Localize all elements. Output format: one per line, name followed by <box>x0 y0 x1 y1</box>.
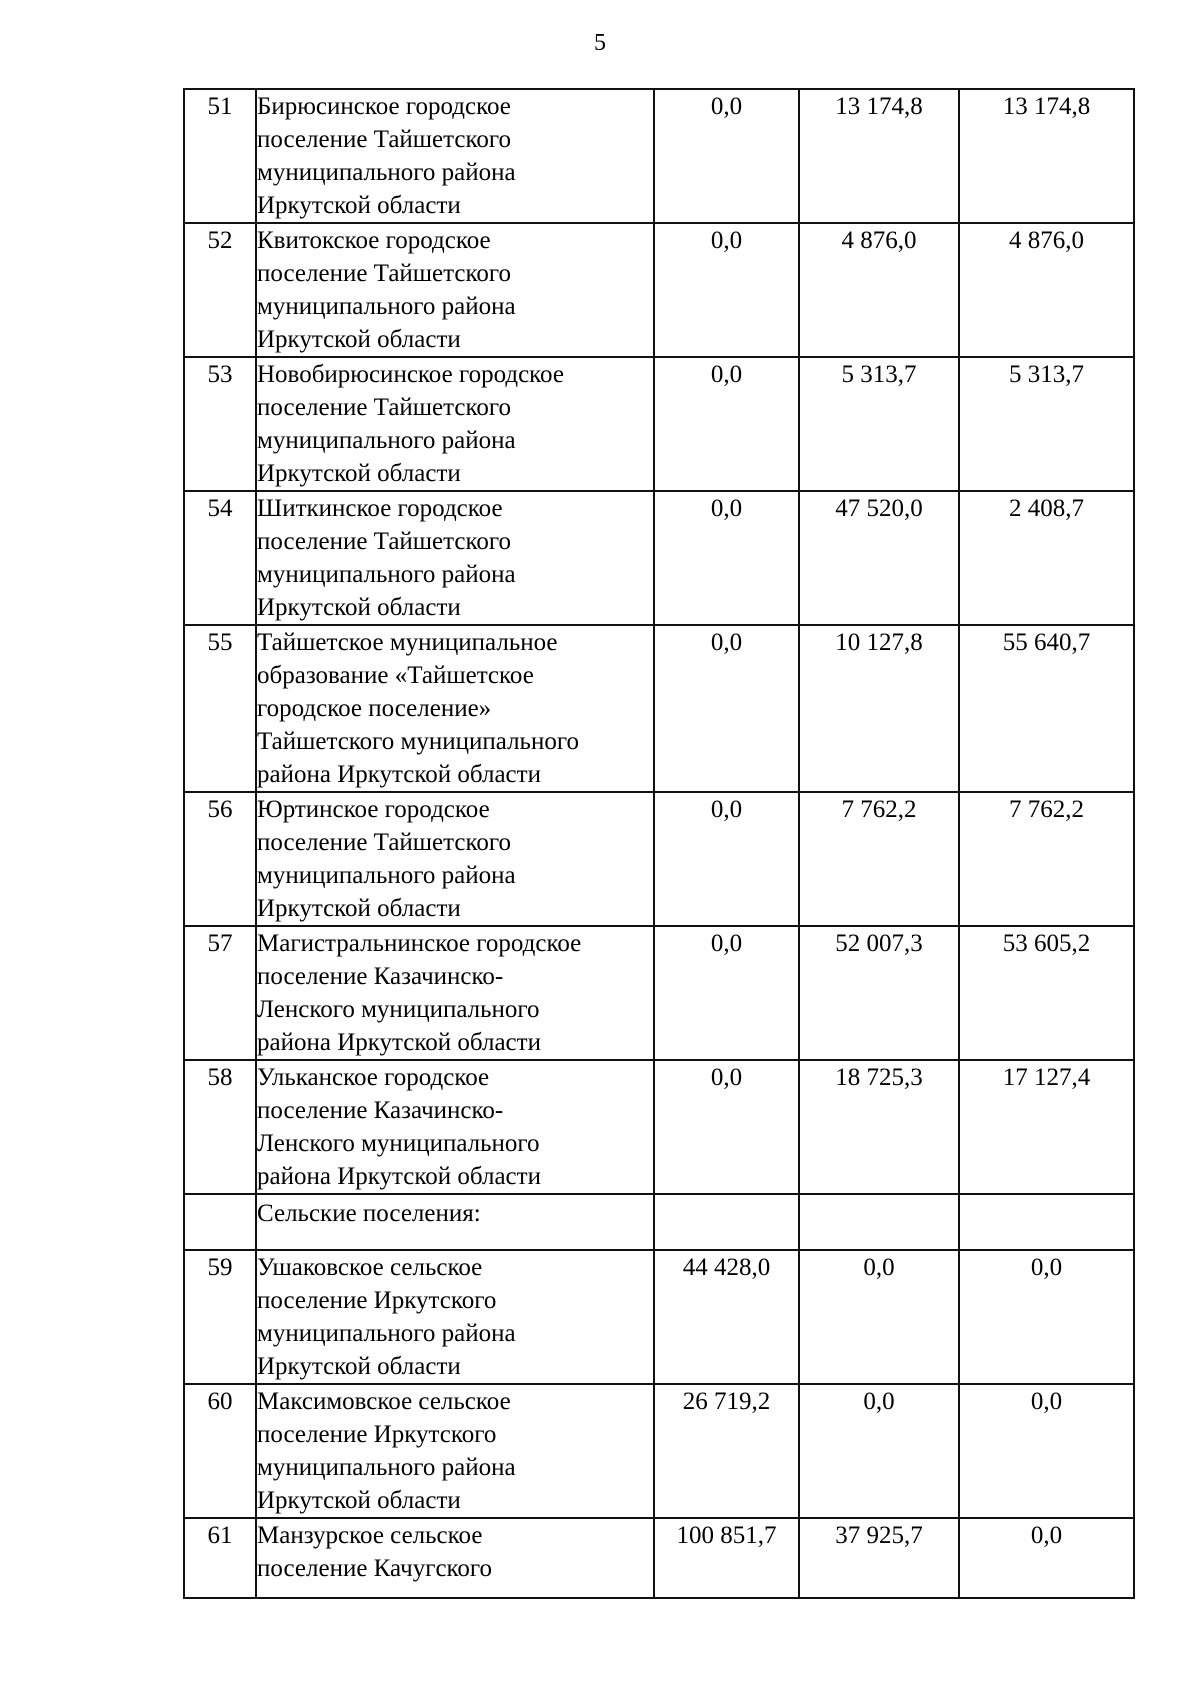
row-number-cell <box>184 1194 256 1250</box>
value-v1: 0,0 <box>654 223 799 357</box>
settlement-name-line: Ульканское городское <box>257 1064 490 1091</box>
settlement-name-line: муниципального района <box>257 1320 516 1347</box>
value-v1: 44 428,0 <box>654 1250 799 1384</box>
value-v3: 2 408,7 <box>959 491 1134 625</box>
settlement-name-line: муниципального района <box>257 1454 516 1481</box>
urban-rows <box>184 89 1134 1194</box>
settlement-name <box>256 491 654 625</box>
settlement-name-line: поселение Иркутского <box>257 1287 497 1314</box>
row-number: 54 <box>184 491 256 625</box>
value-v2: 7 762,2 <box>799 792 959 926</box>
settlement-name-line: Квитокское городское <box>257 227 491 254</box>
settlement-name-line: поселение Тайшетского <box>257 829 511 856</box>
value-v3: 0,0 <box>959 1518 1134 1598</box>
row-number: 52 <box>184 223 256 357</box>
value-v1: 26 719,2 <box>654 1384 799 1518</box>
page-number: 5 <box>594 30 606 56</box>
value-v3: 55 640,7 <box>959 625 1134 792</box>
settlement-name-line: муниципального района <box>257 159 516 186</box>
value-v1: 0,0 <box>654 792 799 926</box>
value-v2: 47 520,0 <box>799 491 959 625</box>
value-v1: 0,0 <box>654 357 799 491</box>
settlement-name <box>256 1250 654 1384</box>
value-v1: 0,0 <box>654 625 799 792</box>
value-v3: 53 605,2 <box>959 926 1134 1060</box>
settlement-name-line: Ленского муниципального <box>257 996 540 1023</box>
row-number: 60 <box>184 1384 256 1518</box>
settlement-name-line: поселение Тайшетского <box>257 260 511 287</box>
settlement-name-line: Иркутской области <box>257 594 461 621</box>
settlement-name-line: муниципального района <box>257 427 516 454</box>
row-number: 58 <box>184 1060 256 1194</box>
value-v2: 13 174,8 <box>799 89 959 223</box>
table-row <box>184 357 1134 491</box>
settlement-name-line: Бирюсинское городское <box>257 93 511 120</box>
table-row <box>184 792 1134 926</box>
settlement-name-line: Иркутской области <box>257 1487 461 1514</box>
table-row <box>184 1250 1134 1384</box>
value-cell <box>654 1194 799 1250</box>
settlement-name <box>256 1384 654 1518</box>
settlement-name-line: муниципального района <box>257 862 516 889</box>
settlement-name-line: поселение Казачинско- <box>257 963 504 990</box>
table-row <box>184 1518 1134 1598</box>
settlement-name-line: поселение Казачинско- <box>257 1097 504 1124</box>
value-cell <box>959 1194 1134 1250</box>
value-v1: 0,0 <box>654 89 799 223</box>
settlement-name-line: района Иркутской области <box>257 1163 541 1190</box>
table-row <box>184 491 1134 625</box>
value-v1: 0,0 <box>654 1060 799 1194</box>
settlement-name-line: поселение Тайшетского <box>257 394 511 421</box>
section-label: Сельские поселения: <box>256 1194 654 1250</box>
settlement-name-line: поселение Тайшетского <box>257 528 511 555</box>
settlement-name <box>256 1060 654 1194</box>
value-v3: 13 174,8 <box>959 89 1134 223</box>
row-number: 53 <box>184 357 256 491</box>
settlement-name <box>256 1518 654 1598</box>
value-v3: 4 876,0 <box>959 223 1134 357</box>
settlement-name-line: Юртинское городское <box>257 796 490 823</box>
settlement-name-line: Манзурское сельское <box>257 1522 483 1549</box>
table-row <box>184 926 1134 1060</box>
value-v2: 0,0 <box>799 1384 959 1518</box>
settlement-name-line: Тайшетского муниципального <box>257 728 579 755</box>
settlement-name-line: Иркутской области <box>257 460 461 487</box>
value-v2: 37 925,7 <box>799 1518 959 1598</box>
settlement-name-line: Иркутской области <box>257 192 461 219</box>
value-v2: 0,0 <box>799 1250 959 1384</box>
row-number: 51 <box>184 89 256 223</box>
value-v2: 4 876,0 <box>799 223 959 357</box>
settlement-name-line: муниципального района <box>257 561 516 588</box>
settlement-name-line: поселение Тайшетского <box>257 126 511 153</box>
settlement-name-line: городское поселение» <box>257 695 492 722</box>
settlement-name-line: Иркутской области <box>257 326 461 353</box>
value-v1: 100 851,7 <box>654 1518 799 1598</box>
settlement-name-line: Шиткинское городское <box>257 495 503 522</box>
row-number: 55 <box>184 625 256 792</box>
value-v3: 0,0 <box>959 1250 1134 1384</box>
settlement-name <box>256 792 654 926</box>
row-number: 61 <box>184 1518 256 1598</box>
settlement-name-line: поселение Качугского <box>257 1555 493 1582</box>
row-number: 57 <box>184 926 256 1060</box>
settlement-name-line: образование «Тайшетское <box>257 662 534 689</box>
table-row <box>184 1384 1134 1518</box>
settlement-name-line: Ушаковское сельское <box>257 1254 483 1281</box>
settlement-name-line: Тайшетское муниципальное <box>257 629 558 656</box>
table-row <box>184 89 1134 223</box>
value-v3: 17 127,4 <box>959 1060 1134 1194</box>
rural-rows <box>184 1250 1134 1598</box>
settlement-name-line: Новобирюсинское городское <box>257 361 564 388</box>
value-v3: 7 762,2 <box>959 792 1134 926</box>
value-cell <box>799 1194 959 1250</box>
budget-table <box>183 88 1135 1599</box>
settlement-name <box>256 89 654 223</box>
value-v2: 52 007,3 <box>799 926 959 1060</box>
settlement-name-line: района Иркутской области <box>257 1029 541 1056</box>
settlement-name-line: муниципального района <box>257 293 516 320</box>
settlement-name-line: Максимовское сельское <box>257 1388 511 1415</box>
section-row <box>184 1194 1134 1250</box>
settlement-name <box>256 223 654 357</box>
section-rows <box>184 1194 1134 1250</box>
value-v2: 10 127,8 <box>799 625 959 792</box>
settlement-name-line: района Иркутской области <box>257 761 541 788</box>
settlement-name <box>256 625 654 792</box>
value-v2: 18 725,3 <box>799 1060 959 1194</box>
value-v1: 0,0 <box>654 926 799 1060</box>
value-v2: 5 313,7 <box>799 357 959 491</box>
settlement-name-line: поселение Иркутского <box>257 1421 497 1448</box>
row-number: 56 <box>184 792 256 926</box>
settlement-name-line: Иркутской области <box>257 1353 461 1380</box>
table-row <box>184 1060 1134 1194</box>
value-v3: 0,0 <box>959 1384 1134 1518</box>
value-v3: 5 313,7 <box>959 357 1134 491</box>
settlement-name <box>256 357 654 491</box>
table-row <box>184 625 1134 792</box>
settlement-name-line: Иркутской области <box>257 895 461 922</box>
row-number: 59 <box>184 1250 256 1384</box>
table-row <box>184 223 1134 357</box>
settlement-name-line: Ленского муниципального <box>257 1130 540 1157</box>
settlement-name-line: Магистральнинское городское <box>257 930 582 957</box>
value-v1: 0,0 <box>654 491 799 625</box>
settlement-name <box>256 926 654 1060</box>
